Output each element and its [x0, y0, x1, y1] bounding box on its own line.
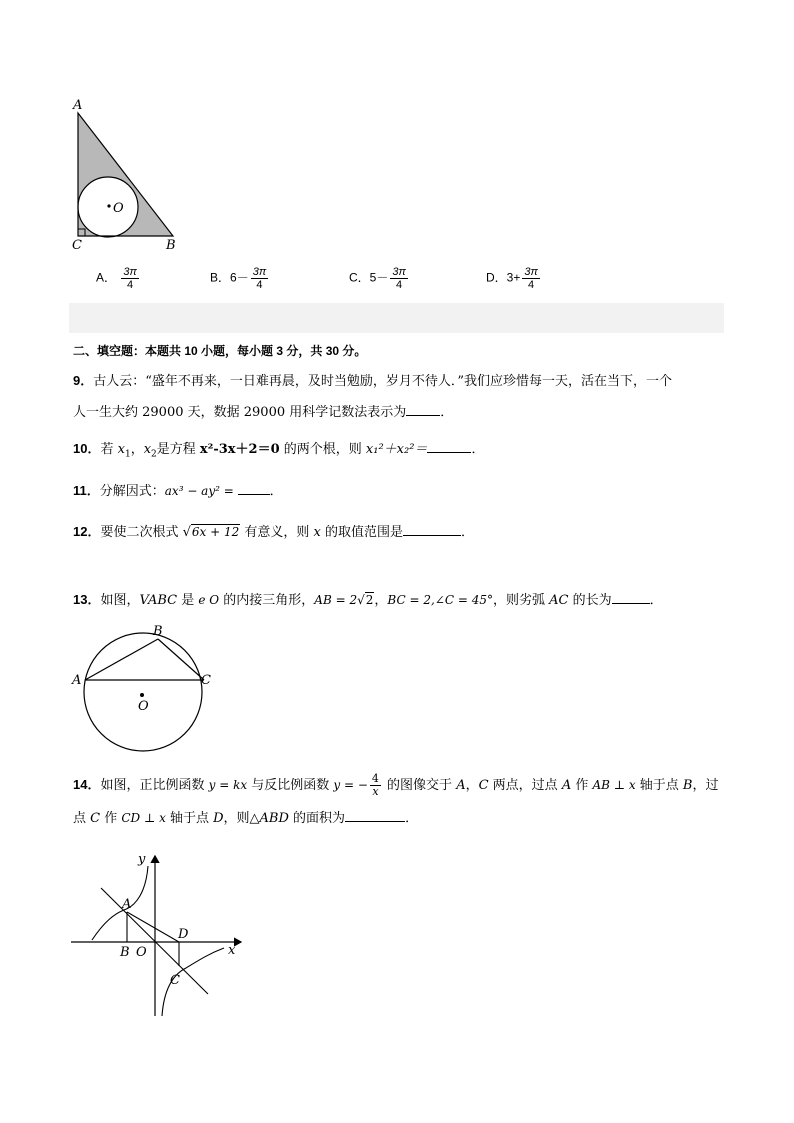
q14-point-c2: C — [90, 811, 101, 826]
label-c: C — [72, 238, 82, 253]
q10-text-b: 是方程 — [156, 442, 200, 457]
q14-line2-c: 轴于点 — [165, 811, 214, 826]
question-11 — [73, 482, 283, 500]
q13-sqrt: √2 — [357, 593, 374, 607]
option-b[interactable] — [210, 266, 270, 291]
q9-number: 9． — [73, 373, 94, 388]
label-a: A — [72, 673, 82, 688]
option-c-num: 3π — [392, 266, 406, 278]
q14-answer-blank[interactable] — [345, 809, 405, 822]
figure-coordinate-graph — [66, 848, 256, 1018]
q11-text: 分解因式： — [99, 484, 165, 499]
q11-answer-blank[interactable] — [238, 482, 270, 495]
q10-x2: x — [143, 442, 152, 457]
q14-triangle: ABD — [259, 811, 289, 826]
question-9-line2 — [73, 403, 453, 421]
center-point — [140, 693, 144, 697]
option-c-prefix: 5－ — [369, 270, 389, 285]
q14-text-d: ， — [465, 778, 479, 793]
q14-point-a: A — [456, 778, 466, 793]
q12-number: 12． — [73, 524, 101, 539]
q10-number: 10． — [73, 441, 101, 456]
label-b: B — [120, 945, 130, 960]
q14-text-b: 与反比例函数 — [247, 778, 334, 793]
option-a-letter: A． — [96, 270, 117, 285]
label-b: B — [166, 238, 176, 253]
q11-expr: ax³ − ay² = — [164, 484, 238, 498]
q10-expr: x₁²＋x₂²＝ — [365, 442, 428, 457]
q10-sub2: 2 — [151, 449, 157, 460]
q10-comma: ， — [130, 442, 144, 457]
label-x: x — [228, 943, 236, 958]
q13-text-a: 如图， — [100, 593, 140, 608]
hyperbola-branch-upper — [92, 866, 148, 940]
label-a: A — [122, 897, 132, 912]
question-13 — [73, 591, 663, 609]
q14-text-h: ，过 — [692, 778, 719, 793]
q13-text-e: ，则劣弧 — [492, 593, 550, 608]
label-a: A — [73, 98, 83, 113]
q12-var: x — [313, 525, 321, 540]
q13-ab: AB = 2 — [314, 593, 358, 607]
q14-func2-den: x — [372, 785, 379, 798]
segment-ad — [127, 912, 179, 942]
figure-triangle-incircle — [66, 96, 186, 256]
option-a-num: 3π — [123, 266, 137, 278]
option-d[interactable] — [486, 266, 542, 291]
q13-text-c: 的内接三角形， — [219, 593, 315, 608]
figure-circle-triangle — [70, 620, 220, 755]
label-d: D — [178, 927, 189, 942]
option-d-letter: D． — [486, 270, 507, 285]
label-c: C — [201, 673, 211, 688]
q10-equation: x²-3x＋2＝0 — [199, 442, 280, 457]
label-c: C — [170, 973, 180, 988]
question-14-line2 — [73, 809, 418, 827]
q13-triangle: VABC — [139, 593, 178, 608]
chord-ab — [85, 639, 158, 680]
q14-perp1: AB ⊥ x — [592, 778, 636, 792]
label-o: O — [136, 945, 147, 960]
center-point-o — [107, 204, 110, 207]
q12-text-b: 有意义，则 — [240, 525, 314, 540]
option-a-den: 4 — [127, 279, 134, 291]
q13-text-f: 的长为 — [568, 593, 612, 608]
question-12 — [73, 523, 474, 541]
q10-end: ． — [471, 442, 485, 457]
q14-func2-num: 4 — [371, 772, 379, 785]
q13-text-d: ， — [374, 593, 388, 608]
q13-arc: AC — [549, 593, 569, 608]
option-c-fraction — [390, 266, 408, 291]
label-y: y — [138, 852, 146, 867]
q14-point-d: D — [213, 811, 224, 826]
q14-text-e: 两点，过点 — [488, 778, 562, 793]
label-o: O — [138, 699, 149, 714]
q13-answer-blank[interactable] — [612, 591, 650, 604]
question-9-line1 — [73, 373, 672, 390]
section-heading: 二、填空题：本题共 10 小题，每小题 3 分，共 30 分。 — [73, 344, 367, 358]
option-c-den: 4 — [396, 279, 403, 291]
q14-text-g: 轴于点 — [635, 778, 683, 793]
q10-x1: x — [117, 442, 125, 457]
option-b-letter: B． — [210, 270, 231, 285]
q12-text-a: 要使二次根式 — [100, 525, 183, 540]
q12-end: ． — [461, 525, 475, 540]
q14-line2-a: 点 — [73, 811, 91, 826]
q13-circle: e O — [198, 593, 220, 607]
q14-func1: y = kx — [208, 778, 248, 792]
q14-text-f: 作 — [571, 778, 593, 793]
q10-text-a: 若 — [100, 442, 118, 457]
option-a[interactable] — [96, 266, 141, 291]
circle-o — [84, 633, 202, 751]
q14-text-a: 如图，正比例函数 — [100, 778, 209, 793]
option-c-letter: C． — [349, 270, 370, 285]
option-c[interactable] — [349, 266, 410, 291]
q14-text-c: 的图像交于 — [382, 778, 457, 793]
q14-end: ． — [405, 811, 419, 826]
option-b-prefix: 6－ — [230, 270, 249, 285]
q9-text1: 古人云：“盛年不再来，一日难再晨，及时当勉励，岁月不待人．”我们应珍惜每一天，活在当下，一个 — [93, 374, 673, 389]
q14-func2-pre: y = − — [333, 778, 368, 792]
option-b-den: 4 — [256, 279, 263, 291]
q14-func2-fraction — [370, 773, 381, 798]
q12-sqrt: √6x + 12 — [182, 525, 240, 540]
label-b: B — [153, 624, 163, 639]
chord-bc — [158, 639, 204, 680]
q10-sub1: 1 — [124, 449, 131, 460]
option-d-prefix: 3+ — [506, 270, 521, 285]
label-o: O — [113, 201, 124, 216]
q14-line2-d: ，则△ — [223, 811, 260, 826]
q9-answer-blank[interactable] — [406, 403, 440, 416]
q13-end: ． — [649, 593, 663, 608]
q14-perp2: CD ⊥ x — [121, 811, 166, 825]
option-b-fraction — [251, 266, 269, 291]
q10-answer-blank[interactable] — [427, 440, 471, 453]
q14-point-b: B — [682, 778, 693, 793]
option-a-fraction — [121, 266, 139, 291]
q13-radicand: 2 — [365, 593, 374, 607]
q10-text-c: 的两个根，则 — [279, 442, 366, 457]
q13-number: 13． — [73, 592, 101, 607]
q14-point-a2: A — [561, 778, 572, 793]
q11-number: 11． — [73, 483, 100, 498]
separator-band — [69, 303, 724, 333]
option-d-den: 4 — [528, 279, 535, 291]
q11-end: ． — [269, 484, 283, 499]
q9-end: ． — [440, 405, 454, 420]
option-d-fraction — [522, 266, 540, 291]
q12-radicand: 6x + 12 — [191, 525, 240, 539]
q13-bc: BC = 2,∠C = 45° — [387, 593, 493, 607]
option-d-num: 3π — [524, 266, 538, 278]
q12-answer-blank[interactable] — [403, 523, 461, 536]
question-14-line1 — [73, 773, 718, 798]
q12-text-c: 的取值范围是 — [320, 525, 404, 540]
q9-text2: 人一生大约 29000 天，数据 29000 用科学记数法表示为 — [73, 405, 407, 420]
q14-point-c: C — [478, 778, 489, 793]
q14-line2-b: 作 — [100, 811, 122, 826]
q14-number: 14． — [73, 777, 101, 792]
q13-text-b: 是 — [177, 593, 199, 608]
q14-line2-e: 的面积为 — [288, 811, 346, 826]
option-b-num: 3π — [252, 266, 267, 278]
question-10 — [73, 440, 484, 463]
